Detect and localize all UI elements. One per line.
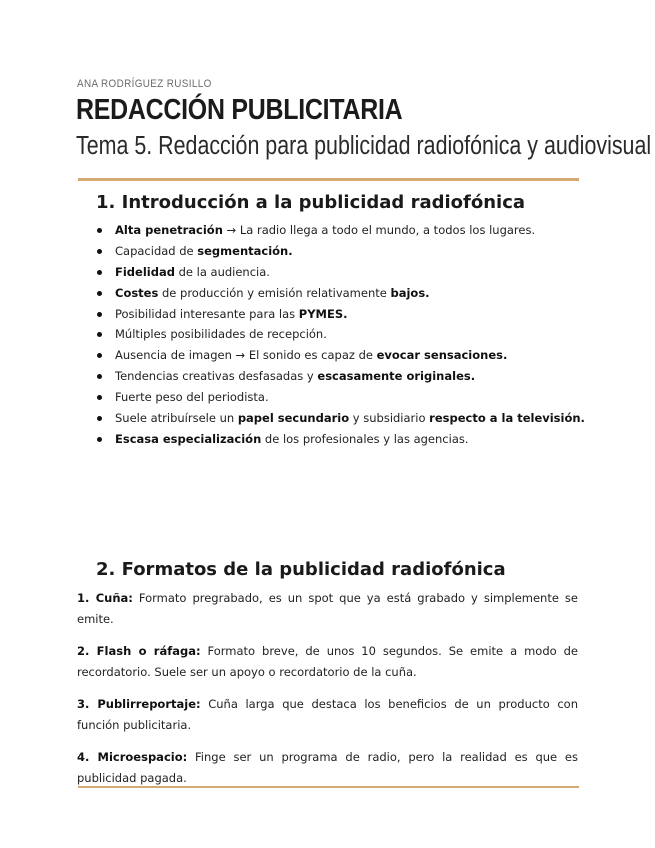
- bullet-text: Capacidad de: [115, 243, 198, 258]
- format-entry: [77, 694, 578, 735]
- bullet-dot-icon: [97, 353, 102, 358]
- bullet-text: → La radio llega a todo el mundo, a todos los lugares.: [222, 223, 536, 237]
- format-description: Cuña larga que destaca los beneficios de un producto con función publicitaria.: [77, 697, 578, 732]
- top-divider: [78, 178, 579, 181]
- bullet-dot-icon: [97, 270, 102, 275]
- bullet-item: [97, 345, 567, 366]
- bullet-dot-icon: [97, 291, 102, 296]
- format-entry: [77, 747, 578, 788]
- bullet-dot-icon: [97, 416, 102, 421]
- document-title: REDACCIÓN PUBLICITARIA: [76, 94, 403, 126]
- bullet-text: Posibilidad interesante para las: [115, 306, 299, 321]
- bullet-bold-text: evocar sensaciones.: [376, 348, 508, 363]
- bullet-text: Ausencia de imagen → El sonido es capaz de: [115, 348, 377, 363]
- document-subtitle: Tema 5. Redacción para publicidad radiofónica y audiovisual: [76, 132, 652, 160]
- format-description: Finge ser un programa de radio, pero la realidad es que es publicidad pagada.: [77, 750, 578, 785]
- bullet-item: [97, 366, 567, 387]
- bullet-bold-text: respecto a la televisión.: [429, 411, 585, 426]
- bullet-dot-icon: [97, 374, 102, 379]
- section-1-bullet-list: [97, 220, 585, 450]
- bullet-dot-icon: [97, 228, 102, 233]
- bullet-dot-icon: [97, 437, 102, 442]
- format-label: 4. Microespacio:: [77, 750, 188, 764]
- bullet-bold-text: bajos.: [390, 285, 430, 300]
- bottom-divider: [78, 786, 579, 788]
- bullet-text: de producción y emisión relativamente: [158, 285, 391, 300]
- bullet-dot-icon: [97, 332, 102, 337]
- format-label: 2. Flash o ráfaga:: [77, 644, 201, 658]
- formats-list: [77, 588, 578, 800]
- bullet-text: Suele atribuírsele un: [115, 411, 238, 426]
- bullet-bold-text: segmentación.: [197, 243, 293, 258]
- bullet-text: y subsidiario: [349, 411, 430, 426]
- bullet-bold-text: Alta penetración: [115, 223, 223, 237]
- bullet-item: [97, 408, 585, 429]
- bullet-bold-text: Costes: [115, 285, 159, 300]
- bullet-item: [97, 241, 567, 262]
- section-1-heading: 1. Introducción a la publicidad radiofónica: [96, 192, 526, 213]
- bullet-dot-icon: [97, 249, 102, 254]
- bullet-text: Múltiples posibilidades de recepción.: [115, 327, 327, 342]
- bullet-text: de los profesionales y las agencias.: [261, 431, 469, 446]
- bullet-item: [97, 429, 567, 450]
- format-entry: [77, 588, 578, 629]
- bullet-item: [97, 304, 567, 325]
- bullet-item: [97, 220, 567, 241]
- format-description: Formato breve, de unos 10 segundos. Se emite a modo de recordatorio. Suele ser un apoyo o recordatorio de la cuña.: [77, 644, 578, 679]
- bullet-item: [97, 262, 567, 283]
- section-2-heading: 2. Formatos de la publicidad radiofónica: [96, 559, 506, 580]
- format-description: Formato pregrabado, es un spot que ya está grabado y simplemente se emite.: [77, 591, 578, 626]
- format-label: 1. Cuña:: [77, 591, 133, 605]
- bullet-item: [97, 283, 567, 304]
- bullet-item: [97, 387, 567, 408]
- author-name: ANA RODRÍGUEZ RUSILLO: [77, 78, 212, 90]
- bullet-dot-icon: [97, 395, 102, 400]
- bullet-bold-text: escasamente originales.: [317, 369, 476, 384]
- bullet-text: Tendencias creativas desfasadas y: [115, 369, 318, 384]
- bullet-bold-text: Fidelidad: [115, 264, 175, 279]
- bullet-dot-icon: [97, 312, 102, 317]
- bullet-bold-text: papel secundario: [237, 411, 350, 426]
- bullet-text: de la audiencia.: [174, 264, 270, 279]
- format-entry: [77, 641, 578, 682]
- bullet-bold-text: Escasa especialización: [115, 431, 262, 446]
- bullet-text: Fuerte peso del periodista.: [115, 390, 269, 405]
- bullet-item: [97, 324, 567, 345]
- format-label: 3. Publirreportaje:: [77, 697, 201, 711]
- bullet-bold-text: PYMES.: [298, 306, 348, 321]
